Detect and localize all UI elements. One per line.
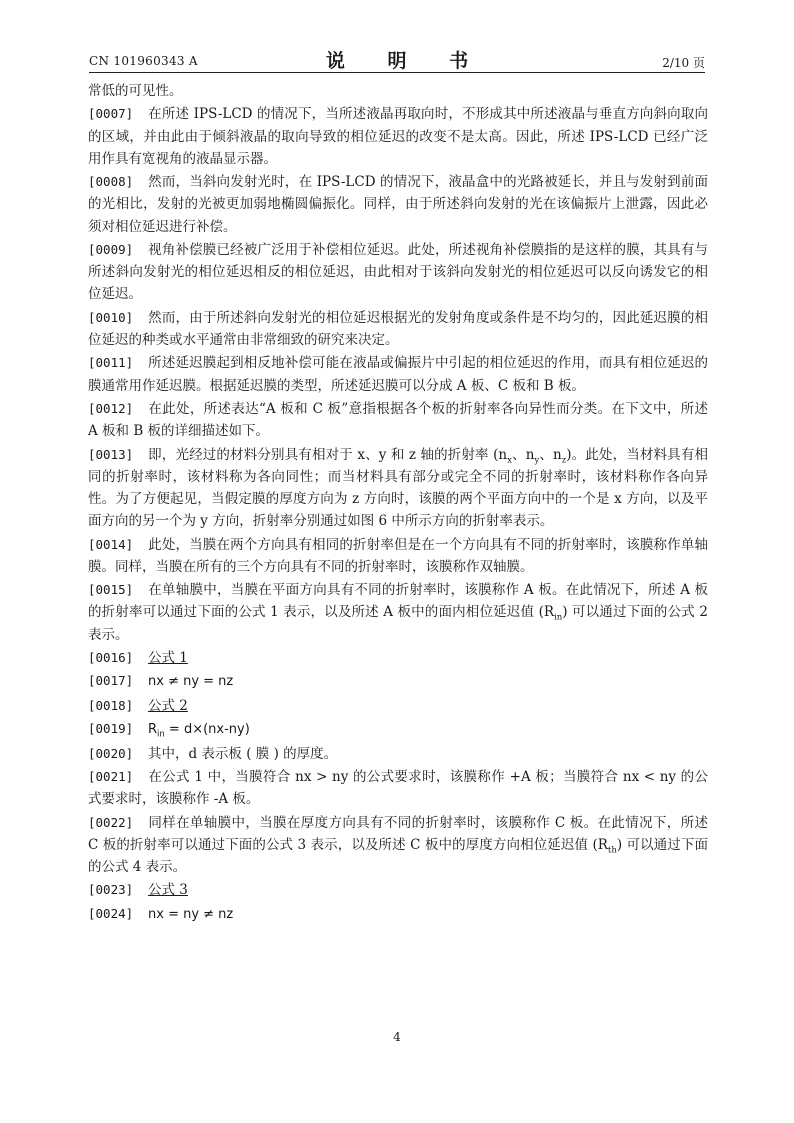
paragraph-0007 — [88, 103, 708, 170]
paragraph-number: [0010] — [88, 309, 134, 325]
paragraph-0021 — [88, 766, 708, 810]
formula-heading: 公式 3 — [148, 882, 188, 899]
paragraph-0015: [0015] 在单轴膜中，当膜在平面方向具有不同的折射率时，该膜称作 A 板。在此情况下，所述 A 板的折射率可以通过下面的公式 1 表示，以及所述 A 板中的面内相位延迟值 $(R_{in})$ 可以通过下面的公式 2 表示。 — [88, 579, 708, 646]
paragraph-text: 在所述 IPS-LCD 的情况下，当所述液晶再取向时，不形成其中所述液晶与垂直方向斜向取向的区域，并由此由于倾斜液晶的取向导致的相位延迟的改变不是太高。因此，所述 IPS-LCD 已经广泛用作具有宽视角的液晶显示器。 — [88, 106, 708, 167]
paragraph-number: [0007] — [88, 106, 134, 122]
formula: nx = ny ≠ nz — [148, 906, 234, 922]
paragraph-number: [0008] — [88, 174, 134, 190]
paragraph-number: [0017] — [88, 673, 134, 689]
paragraph-0024 — [88, 903, 708, 926]
page-count: 2/10 页 — [662, 56, 705, 70]
paragraph-0017 — [88, 670, 708, 693]
paragraph-number: [0013] — [88, 446, 134, 462]
paragraph-text: 其中，d 表示板 ( 膜 ) 的厚度。 — [148, 745, 338, 762]
paragraph-number: [0014] — [88, 536, 134, 552]
paragraph-number: [0020] — [88, 745, 134, 761]
paragraph-0019 — [88, 718, 708, 741]
paragraph-number: [0011] — [88, 355, 134, 371]
paragraph-number: [0024] — [88, 905, 134, 921]
paragraph-text: 所述延迟膜起到相反地补偿可能在液晶或偏振片中引起的相位延迟的作用，而具有相位延迟的膜通常用作延迟膜。根据延迟膜的类型，所述延迟膜可以分成 A 板、C 板和 B 板。 — [88, 355, 708, 394]
paragraph-text: 在此处，所述表达“A 板和 C 板”意指根据各个板的折射率各向异性而分类。在下文中，所述 A 板和 B 板的详细描述如下。 — [88, 400, 708, 440]
paragraph-0011 — [88, 352, 708, 396]
paragraph-number: [0023] — [88, 882, 134, 898]
paragraph-0009 — [88, 239, 708, 306]
paragraph-number: [0022] — [88, 814, 134, 830]
header-rule — [89, 72, 705, 73]
document-title: 说 明 书 — [325, 50, 487, 72]
paragraph-number: [0009] — [88, 241, 134, 257]
paragraph-continuation: 常低的可见性。 — [88, 83, 183, 99]
document-body — [88, 80, 708, 927]
formula-heading: 公式 1 — [148, 649, 188, 666]
paragraph-number: [0019] — [88, 721, 134, 737]
paragraph-number: [0016] — [88, 649, 134, 665]
paragraph-text: 然而，当斜向发射光时，在 IPS-LCD 的情况下，液晶盒中的光路被延长，并且与发射到前面的光相比，发射的光被更加弱地椭圆偏振化。同样，由于所述斜向发射的光在该偏振片上泄露，因此必须对相位延迟进行补偿。 — [88, 174, 708, 235]
paragraph-number: [0021] — [88, 768, 134, 784]
paragraph-0008 — [88, 171, 708, 238]
paragraph-text: 视角补偿膜已经被广泛用于补偿相位延迟。此处，所述视角补偿膜指的是这样的膜，其具有与所述斜向发射光的相位延迟相反的相位延迟，由此相对于该斜向发射光的相位延迟可以反向诱发它的相位延迟。 — [88, 241, 708, 303]
paragraph-0016 — [88, 647, 708, 669]
formula-heading: 公式 2 — [148, 697, 188, 714]
paragraph-0014 — [88, 534, 708, 578]
paragraph-number: [0012] — [88, 400, 134, 416]
paragraph-number: [0015] — [88, 582, 134, 598]
paragraph-0012 — [88, 398, 708, 442]
page-number: 4 — [393, 1030, 401, 1044]
paragraph-number: [0018] — [88, 697, 134, 713]
paragraph-0010 — [88, 307, 708, 351]
page-header — [0, 0, 794, 74]
paragraph-text: 此处，当膜在两个方向具有相同的折射率但是在一个方向具有不同的折射率时，该膜称作单轴膜。同样，当膜在所有的三个方向具有不同的折射率时，该膜称作双轴膜。 — [88, 536, 708, 575]
paragraph-0022: [0022] 同样在单轴膜中，当膜在厚度方向具有不同的折射率时，该膜称作 C 板。在此情况下，所述 C 板的折射率可以通过下面的公式 3 表示，以及所述 C 板中的厚度方向相位延迟值 $(R_{th})$ 可以通过下面的公式 4 表示。 — [88, 812, 708, 879]
paragraph-text: 在公式 1 中，当膜符合 nx > ny 的公式要求时，该膜称作 +A 板；当膜符合 nx < ny 的公式要求时，该膜称作 -A 板。 — [88, 768, 708, 808]
formula: nx ≠ ny = nz — [148, 674, 234, 690]
paragraph-text: 然而，由于所述斜向发射光的相位延迟根据光的发射角度或条件是不均匀的，因此延迟膜的相位延迟的种类或水平通常由非常细致的研究来决定。 — [88, 309, 708, 348]
paragraph-0013: [0013] 即，光经过的材料分别具有相对于 x、y 和 z 轴的折射率 ($n_x$、$n_y$、$n_z$)。此处，当材料具有相同的折射率时，该材料称为各向同性；而当材料具有部分或完全不同的折射率时，该材料称作各向异性。为了方便起见，当假定膜的厚度方向为 z 方向时，该膜的两个平面方向中的一个是 x 方向，以及平面方向的另一个为 y 方向，折射率分别通过如图 6 中所示方向的折射率表示。 — [88, 444, 708, 533]
paragraph-0018 — [88, 695, 708, 717]
paragraph-0020 — [88, 743, 708, 765]
paragraph-0023 — [88, 879, 708, 901]
formula: $R_{in} = d\times(nx-ny)$ — [148, 722, 250, 740]
patent-number: CN 101960343 A — [89, 54, 198, 68]
